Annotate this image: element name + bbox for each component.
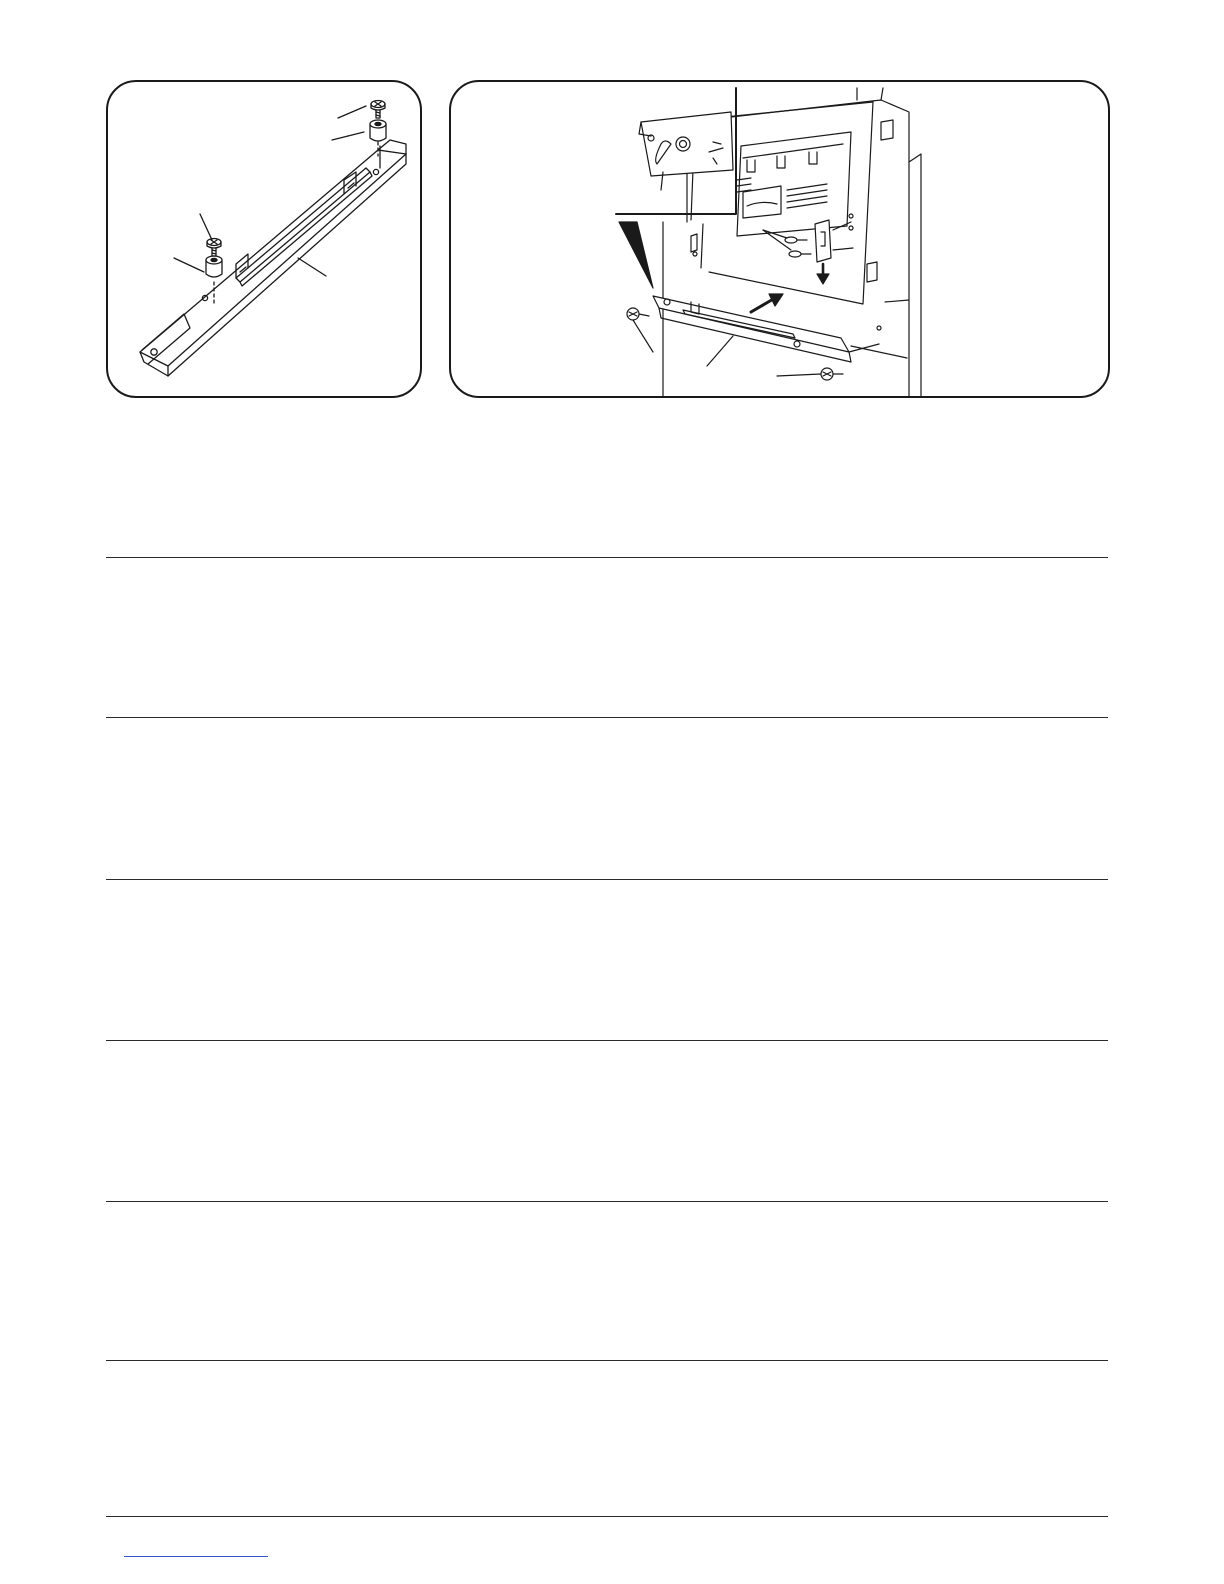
rail-installation-illustration (451, 82, 1108, 396)
section-rule (106, 1360, 1108, 1361)
section-rule (106, 1040, 1108, 1041)
section-rule (106, 717, 1108, 718)
footer-link-underline[interactable] (124, 1556, 268, 1557)
figure-rail-assembly (106, 80, 422, 398)
rail-assembly-illustration (108, 82, 420, 396)
section-rule (106, 557, 1108, 558)
section-rule (106, 1516, 1108, 1517)
figure-rail-installation (449, 80, 1110, 398)
section-rule (106, 879, 1108, 880)
section-rule (106, 1201, 1108, 1202)
